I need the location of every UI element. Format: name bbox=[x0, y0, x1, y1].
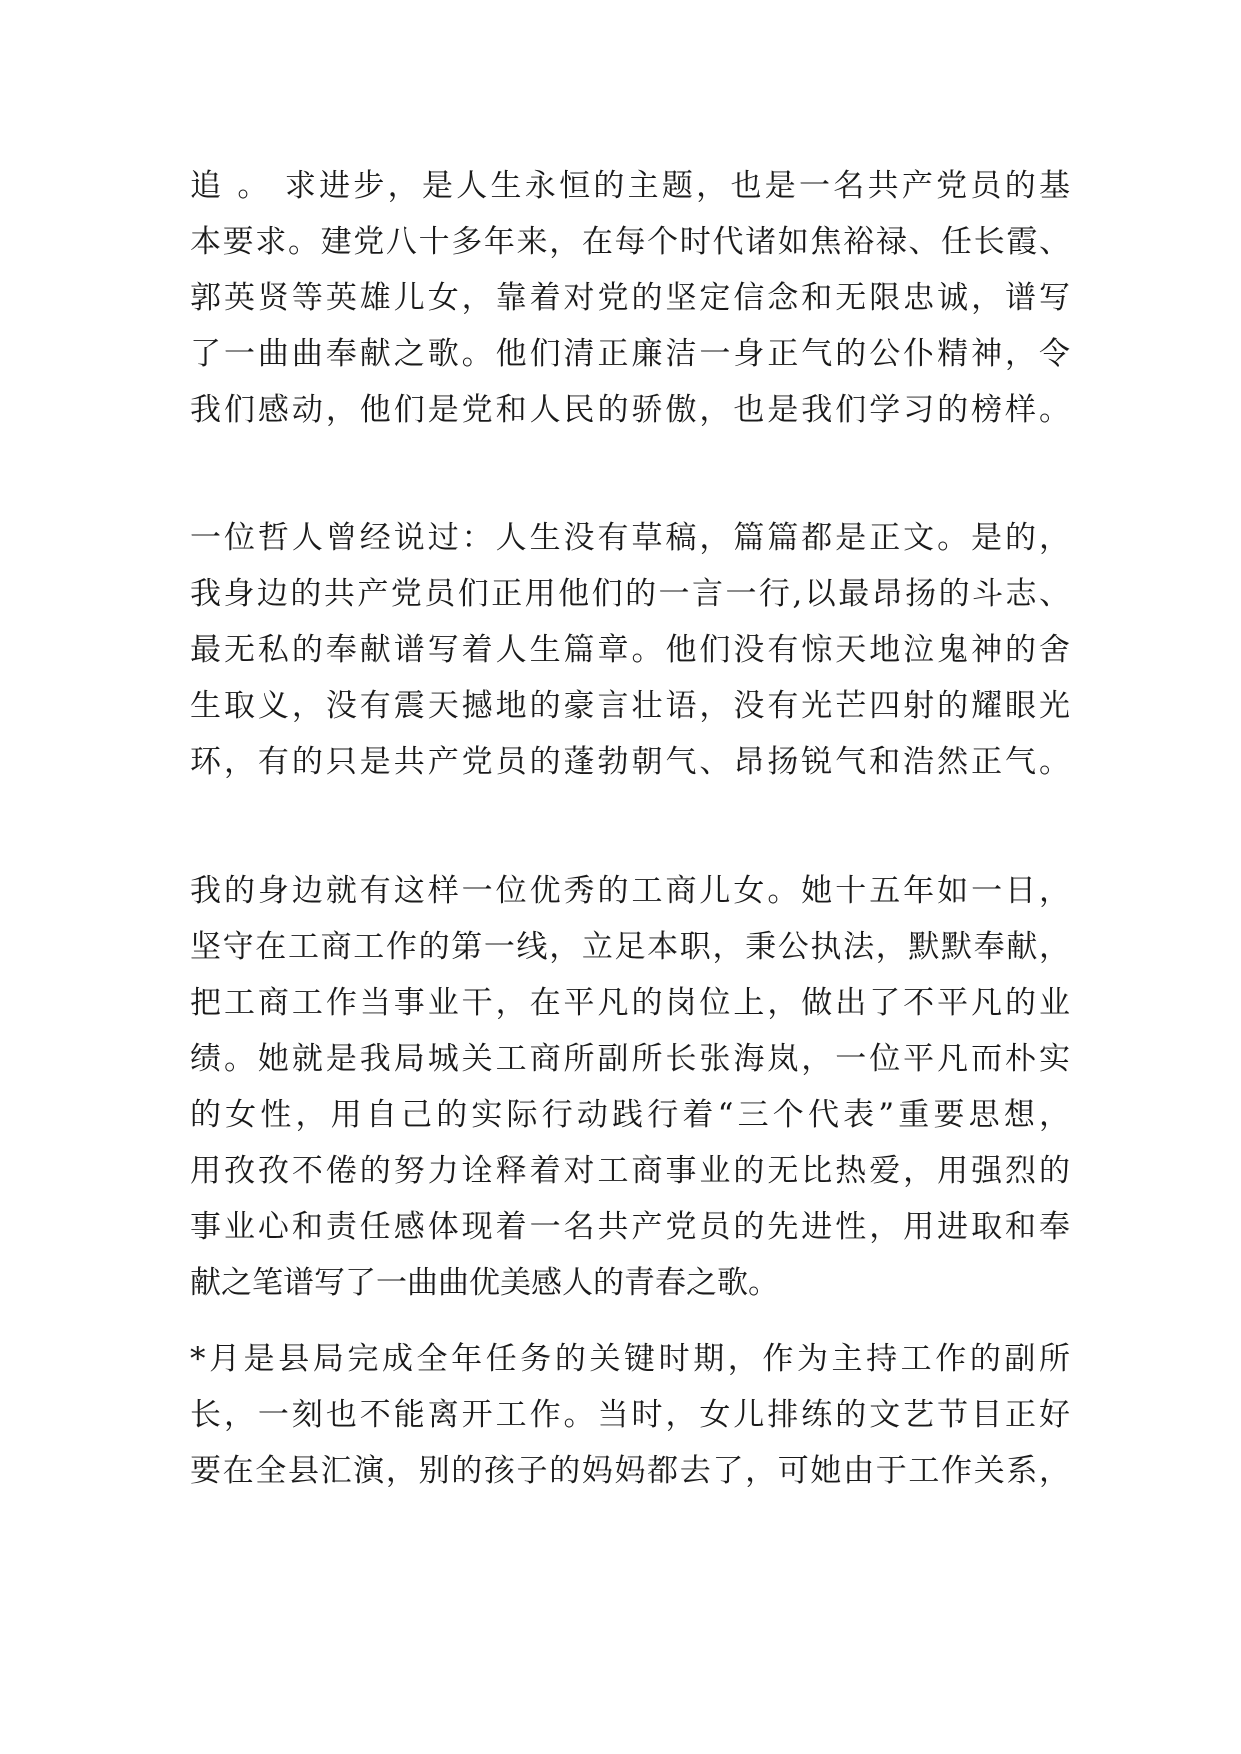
text-line: 要在全县汇演，别的孩子的妈妈都去了，可她由于工作关系， bbox=[190, 1453, 1070, 1489]
text-line: 追 。 求进步，是人生永恒的主题，也是一名共产党员的基 bbox=[190, 168, 1070, 204]
text-line: 本要求。建党八十多年来，在每个时代诸如焦裕禄、任长霞、 bbox=[190, 224, 1070, 260]
paragraph-2 bbox=[190, 510, 1070, 790]
text-line: 郭英贤等英雄儿女，靠着对党的坚定信念和无限忠诚，谱写 bbox=[190, 280, 1070, 316]
text-line: 我们感动，他们是党和人民的骄傲，也是我们学习的榜样。 bbox=[190, 392, 1070, 428]
text-line: 我身边的共产党员们正用他们的一言一行,以最昂扬的斗志、 bbox=[190, 576, 1070, 612]
text-line: 了一曲曲奉献之歌。他们清正廉洁一身正气的公仆精神，令 bbox=[190, 336, 1070, 372]
text-line: 用孜孜不倦的努力诠释着对工商事业的无比热爱，用强烈的 bbox=[190, 1153, 1070, 1189]
text-line: 的女性，用自己的实际行动践行着“三个代表”重要思想， bbox=[190, 1097, 1070, 1133]
text-line: 生取义，没有震天撼地的豪言壮语，没有光芒四射的耀眼光 bbox=[190, 688, 1070, 724]
text-line: 献之笔谱写了一曲曲优美感人的青春之歌。 bbox=[190, 1265, 779, 1301]
text-line: 最无私的奉献谱写着人生篇章。他们没有惊天地泣鬼神的舍 bbox=[190, 632, 1070, 668]
paragraph-1 bbox=[190, 158, 1070, 438]
text-line: 一位哲人曾经说过：人生没有草稿，篇篇都是正文。是的， bbox=[190, 520, 1070, 556]
paragraph-3 bbox=[190, 863, 1070, 1311]
text-line: 环，有的只是共产党员的蓬勃朝气、昂扬锐气和浩然正气。 bbox=[190, 744, 1070, 780]
text-line: 绩。她就是我局城关工商所副所长张海岚，一位平凡而朴实 bbox=[190, 1041, 1070, 1077]
text-line: 坚守在工商工作的第一线，立足本职，秉公执法，默默奉献， bbox=[190, 929, 1070, 965]
paragraph-4 bbox=[190, 1331, 1070, 1499]
text-line: *月是县局完成全年任务的关键时期，作为主持工作的副所 bbox=[190, 1341, 1070, 1377]
text-line: 事业心和责任感体现着一名共产党员的先进性，用进取和奉 bbox=[190, 1209, 1070, 1245]
text-line: 把工商工作当事业干，在平凡的岗位上，做出了不平凡的业 bbox=[190, 985, 1070, 1021]
text-line: 长，一刻也不能离开工作。当时，女儿排练的文艺节目正好 bbox=[190, 1397, 1070, 1433]
text-line: 我的身边就有这样一位优秀的工商儿女。她十五年如一日， bbox=[190, 873, 1070, 909]
